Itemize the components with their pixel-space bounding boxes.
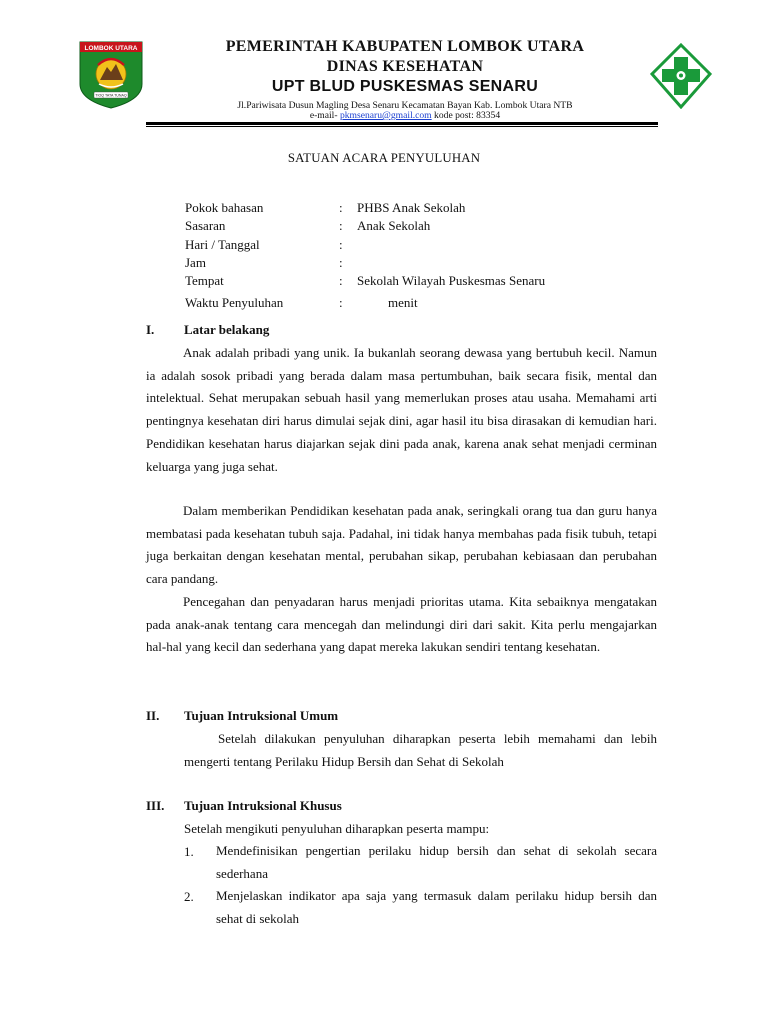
lombok-utara-emblem-logo: [78, 40, 144, 110]
emblem-title-text: LOMBOK UTARA: [84, 45, 138, 52]
section-title: Tujuan Intruksional Khusus: [184, 798, 342, 813]
section-intro: Setelah mengikuti penyuluhan diharapkan peserta mampu:: [184, 821, 490, 836]
section-number: II.: [146, 708, 160, 723]
kop-department-line: DINAS KESEHATAN: [326, 58, 484, 75]
info-label: Waktu Penyuluhan: [185, 295, 284, 310]
info-label: Jam: [185, 255, 206, 270]
paragraph-text: Dalam memberikan Pendidikan kesehatan pada anak, seringkali orang tua dan guru hanya membatasi pada kesehatan tubuh saja. Padahal, ini tidak hanya membahas pada fisik tubuh, tetapi juga berkaitan dengan kesehatan mental, perubahan sikap, perubahan kebiasaan dan perubahan cara pandang.: [146, 503, 657, 587]
info-colon: :: [339, 200, 343, 215]
info-colon: :: [339, 237, 343, 252]
kop-address: Jl.Pariwisata Dusun Magling Desa Senaru Kecamatan Bayan Kab. Lombok Utara NTB: [237, 100, 573, 111]
info-colon: :: [339, 273, 343, 288]
section-number: I.: [146, 322, 155, 337]
email-prefix: e-mail-: [309, 110, 340, 121]
paragraph-text: Anak adalah pribadi yang unik. Ia bukanlah seorang dewasa yang bertubuh kecil. Namun ia adalah sosok pribadi yang berada dalam masa pertumbuhan, baik secara fisik, mental dan intelektual. Sehat merupakan sebuah hasil yang memerlukan proses atau usaha. Memahami arti pentingnya kesehatan diri harus dimulai sejak dini, agar hasil itu bisa dirasakan di kemudian hari. Pendidikan kesehatan harus diajarkan sejak dini pada anak, karena anak sehat menjadi cerminan keluarga yang juga sehat.: [146, 345, 657, 474]
kop-divider-thick: [146, 122, 658, 125]
kop-government-line: PEMERINTAH KABUPATEN LOMBOK UTARA: [225, 38, 585, 55]
info-value: Sekolah Wilayah Puskesmas Senaru: [357, 273, 546, 288]
section-title: Latar belakang: [184, 322, 270, 337]
info-value: PHBS Anak Sekolah: [357, 200, 466, 215]
email-link[interactable]: pkmsenaru@gmail.com: [339, 110, 432, 121]
info-value: Anak Sekolah: [357, 218, 431, 233]
info-colon: :: [339, 295, 343, 310]
postcode-text: kode post: 83354: [431, 110, 501, 121]
list-item-number: 1.: [184, 844, 194, 859]
list-item-number: 2.: [184, 889, 194, 904]
list-item-text: Menjelaskan indikator apa saja yang termasuk dalam perilaku hidup bersih dan sehat di sekolah: [216, 888, 657, 926]
info-colon: :: [339, 218, 343, 233]
paragraph: [146, 342, 657, 478]
list-item-text: Mendefinisikan pengertian perilaku hidup bersih dan sehat di sekolah secara sederhana: [216, 843, 657, 881]
emblem-motto-text: TIOQ TATA TUNAQ: [95, 93, 127, 98]
info-label: Tempat: [185, 273, 224, 288]
paragraph: [184, 728, 657, 773]
kop-unit-line: UPT BLUD PUSKESMAS SENARU: [271, 78, 539, 95]
paragraph-text: Setelah dilakukan penyuluhan diharapkan peserta lebih memahami dan lebih mengerti tentang Perilaku Hidup Bersih dan Sehat di Sekolah: [184, 731, 657, 769]
paragraph: [146, 500, 657, 591]
puskesmas-logo: [650, 43, 712, 109]
info-value: menit: [388, 295, 418, 310]
info-label: Sasaran: [185, 218, 226, 233]
section-title: Tujuan Intruksional Umum: [184, 708, 339, 723]
paragraph: [146, 591, 657, 659]
section-number: III.: [146, 798, 165, 813]
kop-divider-thin: [146, 126, 658, 127]
info-colon: :: [339, 255, 343, 270]
paragraph-text: Pencegahan dan penyadaran harus menjadi prioritas utama. Kita sebaiknya mengatakan pada anak-anak tentang cara mencegah dan melindungi diri dari sakit. Kita perlu mengajarkan hal-hal yang kecil dan sederhana yang dapat mereka lakukan sendiri tentang kesehatan.: [146, 594, 657, 655]
info-label: Hari / Tanggal: [185, 237, 260, 252]
info-label: Pokok bahasan: [185, 200, 264, 215]
document-title: SATUAN ACARA PENYULUHAN: [287, 151, 481, 165]
kop-contact-line: [150, 110, 660, 121]
